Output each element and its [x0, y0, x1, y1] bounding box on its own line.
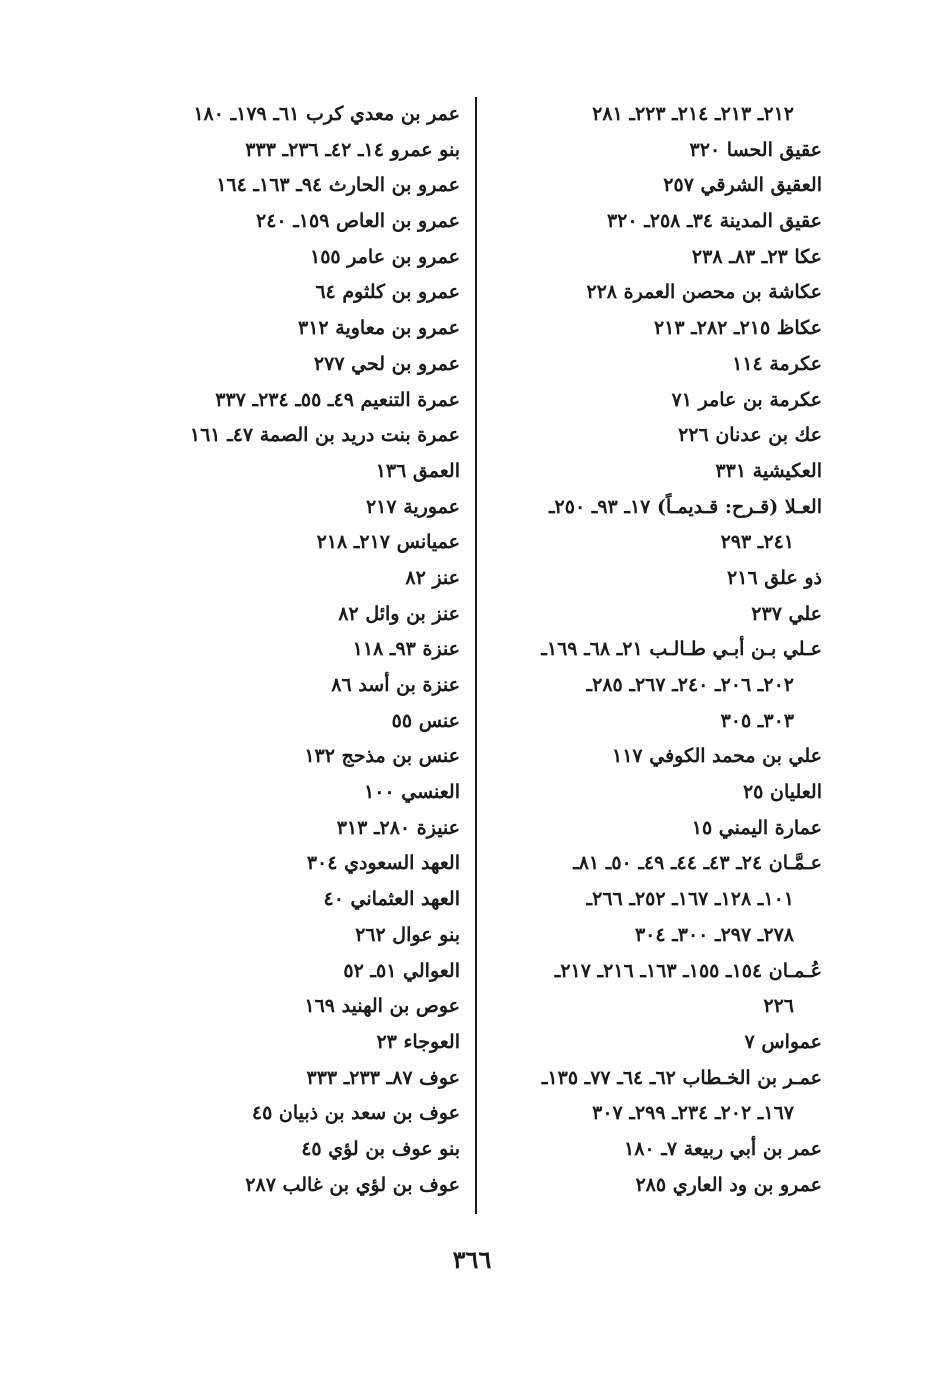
- page-number: ٣٦٦: [452, 1245, 492, 1274]
- index-entry: ٢٧٨ـ ٢٩٧ـ ٣٠٠ـ ٣٠٤: [634, 923, 794, 946]
- index-entry: عمر بن معدي كرب ٦١ـ ١٧٩ـ ١٨٠: [193, 103, 460, 125]
- index-entry: عمارة اليمني ١٥: [691, 816, 822, 839]
- index-entry: عكرمة بن عامر ٧١: [671, 388, 822, 411]
- column-divider: [475, 97, 477, 1214]
- index-entry: عوص بن الهنيد ١٦٩: [304, 995, 460, 1018]
- index-entry: العهد السعودي ٣٠٤: [306, 852, 460, 875]
- index-entry: عمواس ٧: [744, 1030, 822, 1053]
- index-entry: عوف بن لؤي بن غالب ٢٨٧: [245, 1173, 460, 1196]
- index-entry: عوف ٨٧ـ ٢٣٣ـ ٣٣٣: [306, 1066, 460, 1089]
- index-entry: عمرو بن العاص ١٥٩ـ ٢٤٠: [255, 210, 460, 233]
- index-entry: العـلا (قـرح: قـديمـاً) ١٧ـ ٩٣ـ ٢٥٠ـ: [548, 495, 822, 518]
- index-entry: عمرو بن عامر ١٥٥: [310, 245, 460, 268]
- index-entry: العقيق الشرقي ٢٥٧: [663, 174, 822, 197]
- index-entry: عنيزة ٢٨٠ـ ٣١٣: [336, 816, 460, 839]
- index-entry: ٢١٢ـ ٢١٣ـ ٢١٤ـ ٢٢٣ـ ٢٨١: [592, 103, 794, 125]
- index-entry: عنز بن وائل ٨٢: [338, 602, 460, 625]
- index-entry: العهد العثماني ٤٠: [323, 888, 460, 911]
- index-entry: علي بن محمد الكوفي ١١٧: [612, 745, 822, 768]
- index-entry: عمورية ٢١٧: [365, 495, 460, 518]
- index-entry: عوف بن سعد بن ذبيان ٤٥: [251, 1102, 460, 1125]
- index-entry: العكيشية ٣٣١: [715, 459, 822, 482]
- index-column-left: [150, 97, 460, 1203]
- index-entry: العمق ١٣٦: [375, 459, 460, 482]
- index-entry: عكاشة بن محصن العمرة ٢٢٨: [586, 281, 822, 304]
- index-entry: ١٠١ـ ١٢٨ـ ١٦٧ـ ٢٥٢ـ ٢٦٦ـ: [586, 888, 794, 911]
- index-entry: عقيق الحسا ٣٢٠: [689, 138, 822, 161]
- index-entry: عمرو بن معاوية ٣١٢: [298, 317, 460, 340]
- index-entry: عنس ٥٥: [391, 709, 460, 732]
- index-entry: ١٦٧ـ ٢٠٢ـ ٢٣٤ـ ٢٩٩ـ ٣٠٧: [592, 1102, 794, 1125]
- index-entry: عقيق المدينة ٣٤ـ ٢٥٨ـ ٣٢٠: [606, 210, 822, 233]
- index-entry: عمرو بن ود العاري ٢٨٥: [635, 1173, 822, 1196]
- index-entry: عمر بن أبي ربيعة ٧ـ ١٨٠: [624, 1137, 822, 1160]
- index-entry: ٣٠٣ـ ٣٠٥: [720, 709, 794, 732]
- index-entry: ٢٢٦: [763, 995, 794, 1018]
- index-entry: عـمَّـان ٢٤ـ ٤٣ـ ٤٤ـ ٤٩ـ ٥٠ـ ٨١ـ: [573, 852, 822, 875]
- index-entry: بنو عمرو ١٤ـ ٤٢ـ ٢٣٦ـ ٣٣٣: [245, 138, 460, 161]
- index-entry: العنسي ١٠٠: [364, 781, 460, 804]
- index-entry: عمـر بن الخـطاب ٦٢ـ ٦٤ـ ٧٧ـ ١٣٥ـ: [541, 1066, 822, 1089]
- index-entry: بنو عوال ٢٦٢: [355, 923, 460, 946]
- index-entry: عكرمة ١١٤: [732, 352, 822, 375]
- index-entry: عكا ٢٣ـ ٨٣ـ ٢٣٨: [691, 245, 822, 268]
- index-entry: عُـمـان ١٥٤ـ ١٥٥ـ ١٦٣ـ ٢١٦ـ ٢١٧ـ: [554, 959, 822, 982]
- index-entry: عمرة بنت دريد بن الصمة ٤٧ـ ١٦١: [189, 424, 460, 447]
- index-entry: ذو علق ٢١٦: [727, 566, 822, 589]
- index-entry: عـلي بـن أبـي طـالـب ٢١ـ ٦٨ـ ١٦٩ـ: [541, 638, 822, 661]
- index-entry: عمرو بن لحي ٢٧٧: [313, 352, 460, 375]
- index-entry: ٢٤١ـ ٢٩٣: [720, 531, 794, 554]
- index-entry: عنزة ٩٣ـ ١١٨: [352, 638, 460, 661]
- index-entry: العليان ٢٥: [742, 781, 822, 804]
- index-entry: العوجاء ٢٣: [376, 1030, 460, 1053]
- index-entry: علي ٢٣٧: [751, 602, 822, 625]
- index-entry: عميانس ٢١٧ـ ٢١٨: [316, 531, 460, 554]
- index-entry: عنس بن مذحج ١٣٢: [304, 745, 460, 768]
- index-entry: عنز ٨٢: [405, 566, 460, 589]
- index-entry: عك بن عدنان ٢٢٦: [678, 424, 822, 447]
- index-entry: عمرو بن الحارث ٩٤ـ ١٦٣ـ ١٦٤: [216, 174, 460, 197]
- index-entry: ٢٠٢ـ ٢٠٦ـ ٢٤٠ـ ٢٦٧ـ ٢٨٥ـ: [586, 674, 794, 696]
- index-entry: عنزة بن أسد ٨٦: [331, 674, 460, 696]
- index-column-right: [478, 97, 822, 1203]
- index-entry: بنو عوف بن لؤي ٤٥: [301, 1137, 460, 1160]
- index-entry: عمرة التنعيم ٤٩ـ ٥٥ـ ٢٣٤ـ ٣٣٧: [215, 388, 460, 411]
- index-entry: عكاظ ٢١٥ـ ٢٨٢ـ ٢١٣: [653, 317, 822, 340]
- index-entry: العوالي ٥١ـ ٥٢: [343, 959, 460, 982]
- index-entry: عمرو بن كلثوم ٦٤: [315, 281, 460, 304]
